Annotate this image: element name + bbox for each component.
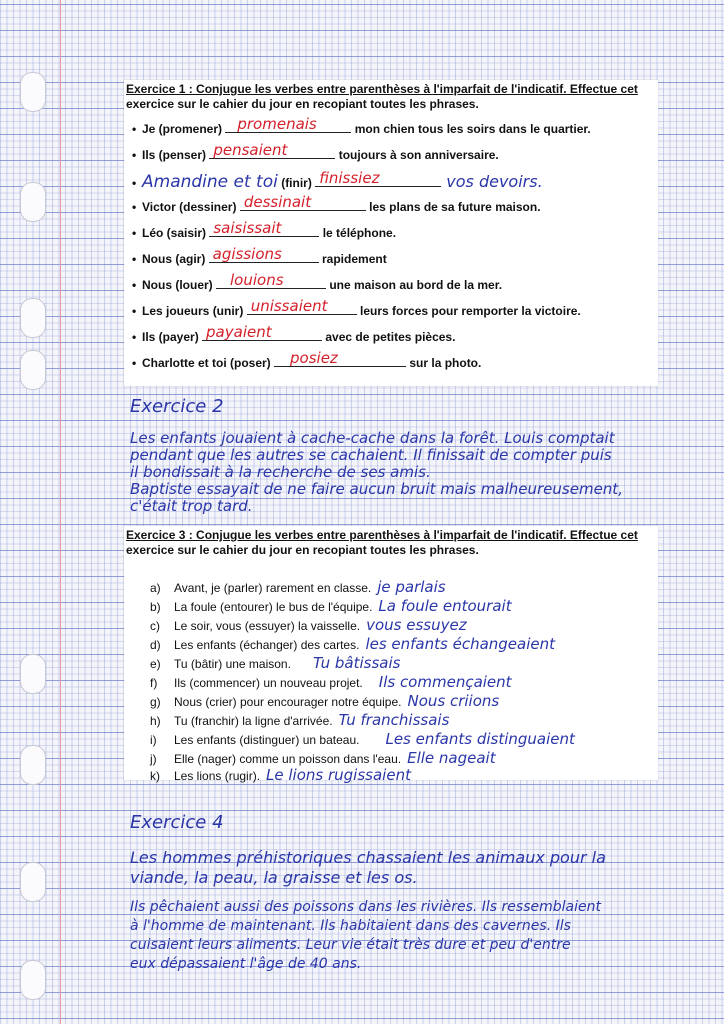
binder-hole <box>20 72 46 112</box>
exercise2-title: Exercice 2 <box>130 396 224 417</box>
answer-handwritten: promenais <box>237 115 317 133</box>
binder-hole <box>20 960 46 1000</box>
exercise2-line: Les enfants jouaient à cache-cache dans la forêt. Louis comptait <box>130 429 615 447</box>
binder-hole <box>20 654 46 694</box>
binder-hole <box>20 298 46 338</box>
exercise3-item: b) La foule (entourer) le bus de l'équipe. La foule entourait <box>150 597 512 615</box>
answer-handwritten: dessinait <box>243 193 312 211</box>
exercise2-text <box>130 430 623 515</box>
exercise3-title-line2: exercice sur le cahier du jour en recopiant toutes les phrases. <box>126 543 479 557</box>
exercise1-item: • Charlotte et toi (poser) posiez sur la photo. <box>132 349 482 370</box>
binder-hole <box>20 182 46 222</box>
exercise1-item: • Nous (louer) louions une maison au bord de la mer. <box>132 271 503 292</box>
answer-handwritten: vous essuyez <box>366 616 467 634</box>
exercise4-title: Exercice 4 <box>130 812 224 833</box>
exercise3-item: d) Les enfants (échanger) des cartes. les enfants échangeaient <box>150 635 556 653</box>
exercise3-item: h) Tu (franchir) la ligne d'arrivée. Tu franchissais <box>150 711 450 729</box>
exercise4-line: Ils pêchaient aussi des poissons dans les rivières. Ils ressemblaient <box>130 899 601 915</box>
exercise1-item: • Ils (penser) pensaient toujours à son anniversaire. <box>132 141 499 162</box>
answer-handwritten: Les enfants distinguaient <box>385 730 575 748</box>
exercise4-paragraph-2 <box>130 898 601 974</box>
exercise1-item: • Ils (payer) payaient avec de petites pièces. <box>132 323 456 344</box>
answer-handwritten: posiez <box>290 349 338 367</box>
exercise1-sheet <box>124 80 658 386</box>
answer-handwritten: saisissait <box>213 219 282 237</box>
exercise3-item: i) Les enfants (distinguer) un bateau. Les enfants distinguaient <box>150 730 575 748</box>
answer-handwritten: finissiez <box>319 169 380 187</box>
answer-handwritten: Tu bâtissais <box>312 654 401 672</box>
answer-handwritten: Tu franchissais <box>338 711 450 729</box>
answer-handwritten: La foule entourait <box>378 597 512 615</box>
exercise3-title <box>126 528 656 558</box>
answer-handwritten: agissions <box>212 245 282 263</box>
exercise4-line: à l'homme de maintenant. Ils habitaient dans des cavernes. Ils <box>130 918 571 934</box>
exercise4-line: viande, la peau, la graisse et les os. <box>130 868 418 887</box>
answer-handwritten: pensaient <box>213 141 288 159</box>
exercise1-title-line2: exercice sur le cahier du jour en recopiant toutes les phrases. <box>126 97 479 111</box>
exercise2-line: c'était trop tard. <box>130 497 253 515</box>
exercise2-line: il bondissait à la recherche de ses amis. <box>130 463 431 481</box>
exercise1-item: • Amandine et toi (finir) finissiez vos devoirs. <box>132 169 543 192</box>
exercise3-title-line1: Exercice 3 : Conjugue les verbes entre parenthèses à l'imparfait de l'indicatif. Effectue cet <box>126 528 638 542</box>
answer-handwritten: Ils commençaient <box>378 673 512 691</box>
exercise1-item: • Les joueurs (unir) unissaient leurs forces pour remporter la victoire. <box>132 297 581 318</box>
exercise1-title <box>126 82 656 112</box>
answer-handwritten: les enfants échangeaient <box>365 635 556 653</box>
exercise3-item: j) Elle (nager) comme un poisson dans l'eau. Elle nageait <box>150 749 496 767</box>
exercise4-paragraph-1 <box>130 848 606 888</box>
answer-handwritten: je parlais <box>377 578 446 596</box>
exercise1-item: • Léo (saisir) saisissait le téléphone. <box>132 219 397 240</box>
handwritten-end: vos devoirs. <box>441 172 543 191</box>
answer-handwritten: Elle nageait <box>407 749 496 767</box>
exercise1-title-line1: Exercice 1 : Conjugue les verbes entre parenthèses à l'imparfait de l'indicatif. Effectue cet <box>126 82 638 96</box>
exercise3-item: e) Tu (bâtir) une maison. Tu bâtissais <box>150 654 401 672</box>
answer-handwritten: payaient <box>206 323 272 341</box>
binder-hole <box>20 745 46 785</box>
exercise1-item: • Nous (agir) agissions rapidement <box>132 245 387 266</box>
exercise3-item: k) Les lions (rugir). Le lions rugissaient <box>150 766 411 784</box>
answer-handwritten: louions <box>230 271 284 289</box>
exercise1-item: • Victor (dessiner) dessinait les plans de sa future maison. <box>132 193 541 214</box>
exercise1-item: • Je (promener) promenais mon chien tous les soirs dans le quartier. <box>132 115 591 136</box>
exercise3-item: c) Le soir, vous (essuyer) la vaisselle. vous essuyez <box>150 616 467 634</box>
exercise4-line: Les hommes préhistoriques chassaient les animaux pour la <box>130 848 606 867</box>
answer-handwritten: unissaient <box>250 297 328 315</box>
exercise2-line: pendant que les autres se cachaient. Il finissait de compter puis <box>130 446 612 464</box>
binder-hole <box>20 350 46 390</box>
answer-handwritten: Le lions rugissaient <box>266 766 411 784</box>
exercise2-line: Baptiste essayait de ne faire aucun bruit mais malheureusement, <box>130 480 623 498</box>
exercise3-item: g) Nous (crier) pour encourager notre équipe. Nous criions <box>150 692 500 710</box>
binder-hole <box>20 862 46 902</box>
handwritten-subject: Amandine et toi <box>142 172 278 192</box>
answer-handwritten: Nous criions <box>407 692 500 710</box>
exercise4-line: cuisaient leurs aliments. Leur vie était très dure et peu d'entre <box>130 937 571 953</box>
exercise3-item: a) Avant, je (parler) rarement en classe. je parlais <box>150 578 446 596</box>
exercise4-line: eux dépassaient l'âge de 40 ans. <box>130 956 362 972</box>
exercise3-item: f) Ils (commencer) un nouveau projet. Ils commençaient <box>150 673 512 691</box>
